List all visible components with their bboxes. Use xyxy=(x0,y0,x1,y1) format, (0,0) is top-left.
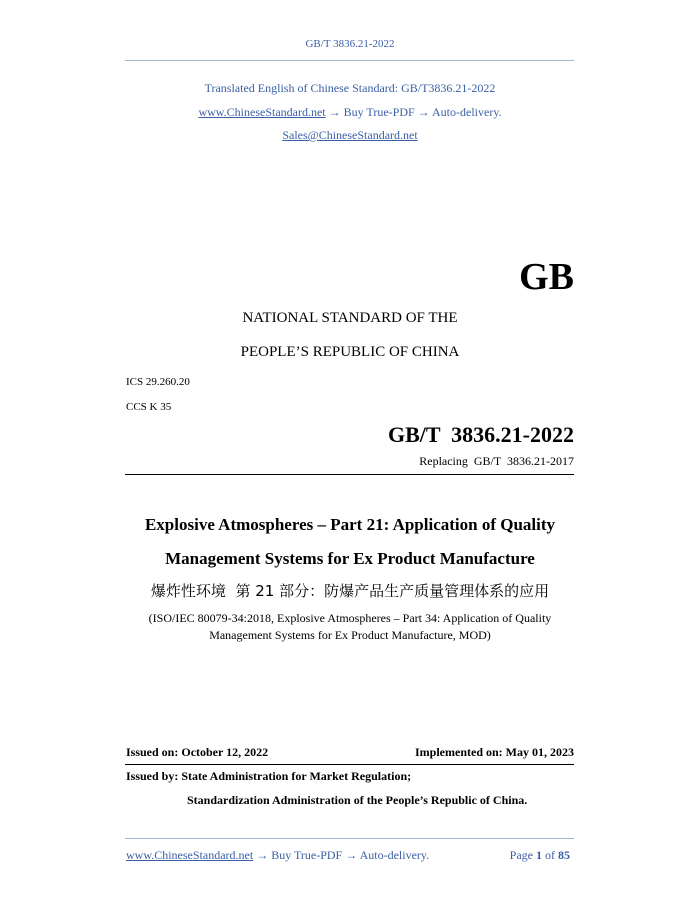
promo-links xyxy=(0,105,700,120)
iso-reference-line2: Management Systems for Ex Product Manufacture, MOD) xyxy=(209,628,491,642)
arrow-right-icon: → xyxy=(345,848,358,862)
promo-email-row xyxy=(0,128,700,143)
chinese-title: 爆炸性环境 第 21 部分：防爆产品生产质量管理体系的应用 xyxy=(150,582,550,600)
buy-pdf-text: Buy True-PDF xyxy=(343,105,415,119)
footer-divider xyxy=(125,838,574,839)
auto-delivery-text: Auto-delivery. xyxy=(432,105,502,119)
page-number: 1 xyxy=(536,848,542,862)
iso-reference-line1: (ISO/IEC 80079-34:2018, Explosive Atmospheres – Part 34: Application of Quality xyxy=(148,611,552,625)
of-label: of xyxy=(545,848,555,862)
implemented-date: Implemented on: May 01, 2023 xyxy=(415,745,574,759)
national-standard-line2: PEOPLE’S REPUBLIC OF CHINA xyxy=(240,344,460,360)
title-divider xyxy=(125,474,574,475)
chinese-standard-link[interactable]: www.ChineseStandard.net xyxy=(198,105,326,119)
standard-number: GB/T 3836.21-2022 xyxy=(387,422,574,447)
footer-chinese-standard-link[interactable]: www.ChineseStandard.net xyxy=(126,848,254,862)
arrow-right-icon: → xyxy=(328,105,341,119)
sales-email-link[interactable]: Sales@ChineseStandard.net xyxy=(282,128,418,142)
gb-logo: GB xyxy=(519,256,574,298)
issued-date: Issued on: October 12, 2022 xyxy=(126,745,269,759)
national-standard-line1: NATIONAL STANDARD OF THE xyxy=(242,310,458,326)
header-code: GB/T 3836.21-2022 xyxy=(305,38,395,50)
header-divider xyxy=(125,60,574,61)
title-line1: Explosive Atmospheres – Part 21: Application of Quality xyxy=(144,515,556,534)
promo-line: Translated English of Chinese Standard: GB/T3836.21-2022 xyxy=(204,81,496,95)
ics-code: ICS 29.260.20 xyxy=(126,376,190,388)
replacing-note: Replacing GB/T 3836.21-2017 xyxy=(419,454,574,468)
page-indicator xyxy=(510,848,570,863)
arrow-right-icon: → xyxy=(256,848,269,862)
ccs-code: CCS K 35 xyxy=(126,401,172,413)
issued-by-line1: Issued by: State Administration for Market Regulation; xyxy=(126,769,412,783)
page-label: Page xyxy=(509,848,533,862)
footer-auto-delivery-text: Auto-delivery. xyxy=(359,848,430,862)
footer-links xyxy=(126,848,429,863)
footer-buy-pdf-text: Buy True-PDF xyxy=(271,848,343,862)
dates-divider xyxy=(125,764,574,765)
title-line2: Management Systems for Ex Product Manufacture xyxy=(165,549,535,568)
page-total: 85 xyxy=(558,848,570,862)
arrow-right-icon: → xyxy=(417,105,430,119)
issued-by-line2: Standardization Administration of the People’s Republic of China. xyxy=(187,793,528,807)
